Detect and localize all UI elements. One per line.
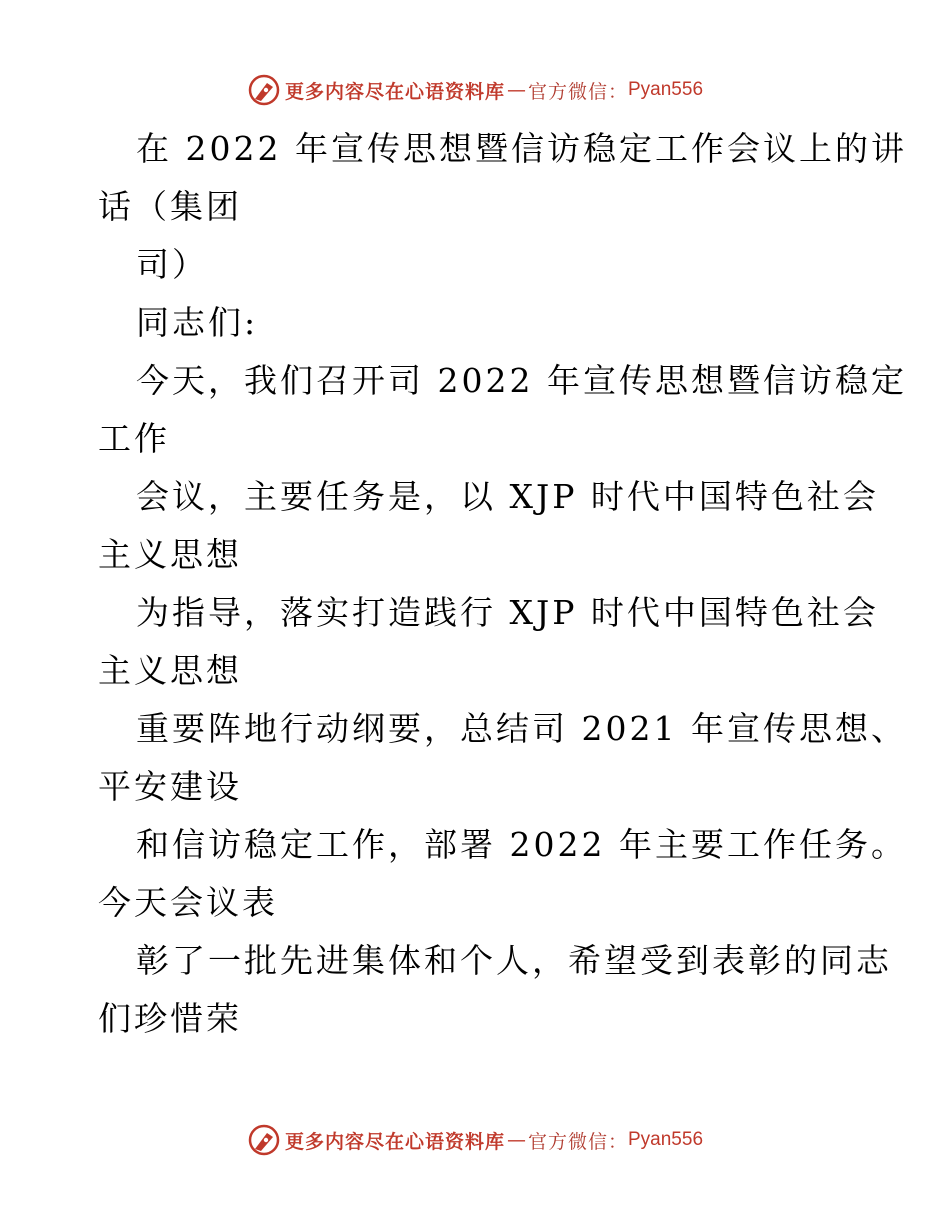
paragraph-line: 平安建设	[98, 767, 242, 806]
document-body	[98, 120, 907, 1048]
paragraph-line: 主义思想	[98, 535, 242, 574]
banner-main-text: 更多内容尽在心语资料库	[284, 80, 505, 103]
banner-dash: —	[506, 1129, 526, 1151]
paragraph-line: 工作	[98, 419, 170, 458]
title-line-2: 话（集团	[98, 187, 242, 226]
header-banner	[0, 70, 950, 110]
banner-wechat-label: 官方微信：	[527, 80, 628, 103]
paragraph-line: 会议，主要任务是，以 XJP 时代中国特色社会	[136, 477, 879, 516]
paragraph-line: 彰了一批先进集体和个人，希望受到表彰的同志	[136, 941, 892, 980]
title-line-1: 在 2022 年宣传思想暨信访稳定工作会议上的讲	[136, 129, 907, 168]
banner-main-text: 更多内容尽在心语资料库	[284, 1130, 505, 1153]
pen-nib-logo-icon	[247, 73, 281, 107]
pen-nib-logo-icon	[247, 1123, 281, 1157]
title-line-3: 司）	[136, 245, 208, 284]
footer-banner	[0, 1120, 950, 1160]
banner-wechat-id: Pyan556	[628, 79, 704, 100]
salutation: 同志们:	[136, 303, 259, 342]
paragraph-line: 重要阵地行动纲要，总结司 2021 年宣传思想、	[136, 709, 907, 748]
banner-wechat-id: Pyan556	[628, 1129, 704, 1150]
banner-dash: —	[506, 79, 526, 101]
paragraph-line: 主义思想	[98, 651, 242, 690]
banner-wechat-label: 官方微信：	[527, 1130, 628, 1153]
paragraph-line: 和信访稳定工作，部署 2022 年主要工作任务。	[136, 825, 907, 864]
paragraph-line: 今天，我们召开司 2022 年宣传思想暨信访稳定	[136, 361, 907, 400]
paragraph-line: 们珍惜荣	[98, 999, 242, 1038]
paragraph-line: 今天会议表	[98, 883, 278, 922]
paragraph-line: 为指导，落实打造践行 XJP 时代中国特色社会	[136, 593, 879, 632]
